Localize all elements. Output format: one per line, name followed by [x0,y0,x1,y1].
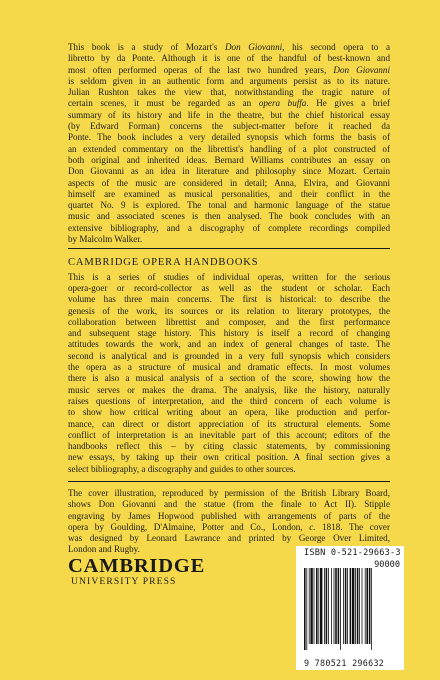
text-line [68,419,390,430]
text-run: This is a series of studies of individual operas, written for the serious [68,271,390,282]
text-run: Don Giovanni as an idea in literature and philosophy since Mozart. Certain [68,166,390,177]
barcode-bar [318,568,319,644]
italic-text: opera buffa [258,98,307,109]
barcode-bar [340,568,341,650]
text-run: handbooks reflect this – by citing classic statements, by commissioning [68,441,390,452]
text-run: second is analytical and is grounded in a very full synopsis which considers [68,350,390,361]
text-line [68,144,390,155]
barcode-bar [324,568,325,644]
text-line [68,155,390,166]
text-run: mance, can direct or distort appreciation of its structural elements. Some [68,418,390,429]
text-line [68,351,390,362]
text-run: collaboration between librettist and composer, and the first performance [68,316,390,327]
text-run: select bibliography, a discography and guides to other sources. [68,463,296,474]
text-line [68,407,390,418]
text-line [68,396,390,407]
text-run: attitudes towards the work, and an index of general changes of taste. The [68,339,390,350]
text-line [68,373,390,384]
barcode-bar [304,568,306,650]
text-line [68,166,390,177]
divider-top [68,248,390,249]
barcode-bar [365,568,366,644]
text-line [68,441,390,452]
text-run: an extended commentary on the librettist's handling of a plot constructed of [68,143,390,154]
barcode-bar [357,568,359,644]
text-line [68,42,390,53]
text-run: certain scenes, it must be regarded as an [68,98,259,109]
text-run: 1818. The cover [315,521,390,532]
barcode-bar [334,568,335,644]
text-run: by Malcolm Walker. [68,234,143,245]
text-line [68,522,390,533]
barcode-bar [326,568,328,644]
text-line [68,223,390,234]
text-line [68,87,390,98]
text-run: This book is a study of Mozart's [68,42,225,52]
text-run: opera by Goulding, D'Almaine, Potter and Co., London, [68,521,310,532]
text-run: both original and inherited ideas. Bernard Williams contributes an essay on [68,154,390,165]
price-code: 90000 [374,560,400,570]
text-run: Julian Rushton takes the view that, notwithstanding the tragic nature of [68,87,390,98]
text-line [68,306,390,317]
text-line [68,328,390,339]
text-run: London and Rugby. [68,544,140,555]
barcode-bar [314,568,315,644]
barcode-bar [338,568,340,644]
text-run: raises questions of interpretation, and the third concern of each volume is [68,395,390,406]
text-run: is seldom given in an authentic form and arguments persist as to its nature. [68,75,390,86]
publisher-name: CAMBRIDGE [68,555,206,577]
text-run: engraving by James Hopwood published with arrangements of parts of the [68,510,390,521]
text-run: . He gives a brief [306,98,391,109]
italic-text: Don Giovanni [333,64,390,75]
barcode-bar [345,568,347,644]
italic-text: c. [309,521,316,532]
text-line [68,178,390,189]
barcode-bar [366,568,368,644]
barcode-digits: 9 780521 296632 [304,658,385,668]
text-line [68,189,390,200]
text-run: genesis of the work, its sources or its relation to literary prototypes, the [68,305,390,316]
text-line [68,511,390,522]
text-line [68,385,390,396]
text-line [68,488,390,499]
isbn-barcode-box [296,546,404,670]
barcode-bar [331,568,332,644]
text-line [68,430,390,441]
barcode-bar [320,568,322,644]
barcode-bar [369,568,371,644]
divider-bottom [68,481,390,482]
text-run: the opera as a structure of musical and dramatic effects. In most volumes [68,362,390,373]
text-run: The cover illustration, reproduced by permission of the British Library Board, [68,487,390,498]
series-title: CAMBRIDGE OPERA HANDBOOKS [68,257,259,269]
text-line [68,121,390,132]
text-line [68,339,390,350]
text-line [68,499,390,510]
text-line [68,294,390,305]
publisher-subtitle: UNIVERSITY PRESS [71,576,177,587]
text-run: himself are examined as musical personalities, and their conflict in the [68,188,390,199]
text-run: music serves or makes the drama. The analysis, like the history, naturally [68,384,390,395]
text-line [68,211,390,222]
text-line [68,234,390,245]
text-run: Ponte. The book includes a very detailed synopsis which forms the basis of [68,132,390,143]
text-run: and subsequent stage history. This history is itself a record of changing [68,328,390,339]
text-run: most often performed operas of the last two hundred years, [68,64,334,75]
text-run: shows Don Giovanni and the statue (from the finale to Act II). Stipple [68,499,390,510]
text-run: volume has three main concerns. The first is historical: to describe the [68,294,390,305]
barcode-bar [350,568,352,644]
barcode-bar [362,568,363,644]
text-line [68,110,390,121]
text-run: to show how critical writing about an opera, like production and perfor- [68,407,390,418]
text-run: (by Edward Forman) concerns the subject-matter before it reached da [68,121,390,132]
text-line [68,132,390,143]
cover-text [68,42,390,556]
barcode-bar [335,568,337,644]
text-run: opera-goer or record-collector as well as the student or scholar. Each [68,282,390,293]
text-run: conflict of interpretation is an inevitable part of this account; editors of the [68,429,390,440]
barcode-icon [302,568,398,654]
text-line [68,362,390,373]
text-run: summary of its history and life in the theatre, but the chief historical essay [68,109,390,120]
barcode-bar [347,568,348,644]
barcode-bar [355,568,356,644]
barcode-bar [352,568,354,644]
text-run: , his second opera to a [282,42,390,52]
text-line [68,533,390,544]
text-line [68,272,390,283]
text-run: music and associated scenes is then analysed. The book concludes with an [68,211,390,222]
publisher-logo [68,556,228,588]
barcode-bar [309,568,310,644]
isbn-label: ISBN 0-521-29663-3 [304,548,401,558]
text-run: aspects of the music are considered in detail; Anna, Elvira, and Giovanni [68,177,390,188]
text-line [68,452,390,463]
barcode-bar [328,568,329,644]
text-run: there is also a musical analysis of a section of the score, showing how the [68,373,390,384]
barcode-bar [306,568,307,650]
intro-paragraph [68,42,390,245]
barcode-bar [343,568,344,644]
text-line [68,76,390,87]
text-run: new essays, by taking up their own critical position. A final section gives a [68,452,390,463]
text-line [68,200,390,211]
text-run: was designed by Leonard Lawrance and printed by George Over Limited, [68,533,390,544]
text-run: quartet No. 9 is explored. The tonal and harmonic language of the statue [68,200,390,211]
text-run: libretto by da Ponte. Although it is one of the handful of best-known and [68,53,390,64]
text-line [68,53,390,64]
text-line [68,464,390,475]
barcode-bar [371,568,372,650]
barcode-bar [316,568,318,644]
text-run: extensive bibliography, and a discography of complete recordings compiled [68,222,390,233]
barcode-bar [359,568,360,644]
text-line [68,98,390,109]
text-line [68,283,390,294]
italic-text: Don Giovanni [224,42,283,52]
barcode-bar [310,568,312,644]
text-line [68,317,390,328]
series-paragraph [68,272,390,475]
text-line [68,65,390,76]
